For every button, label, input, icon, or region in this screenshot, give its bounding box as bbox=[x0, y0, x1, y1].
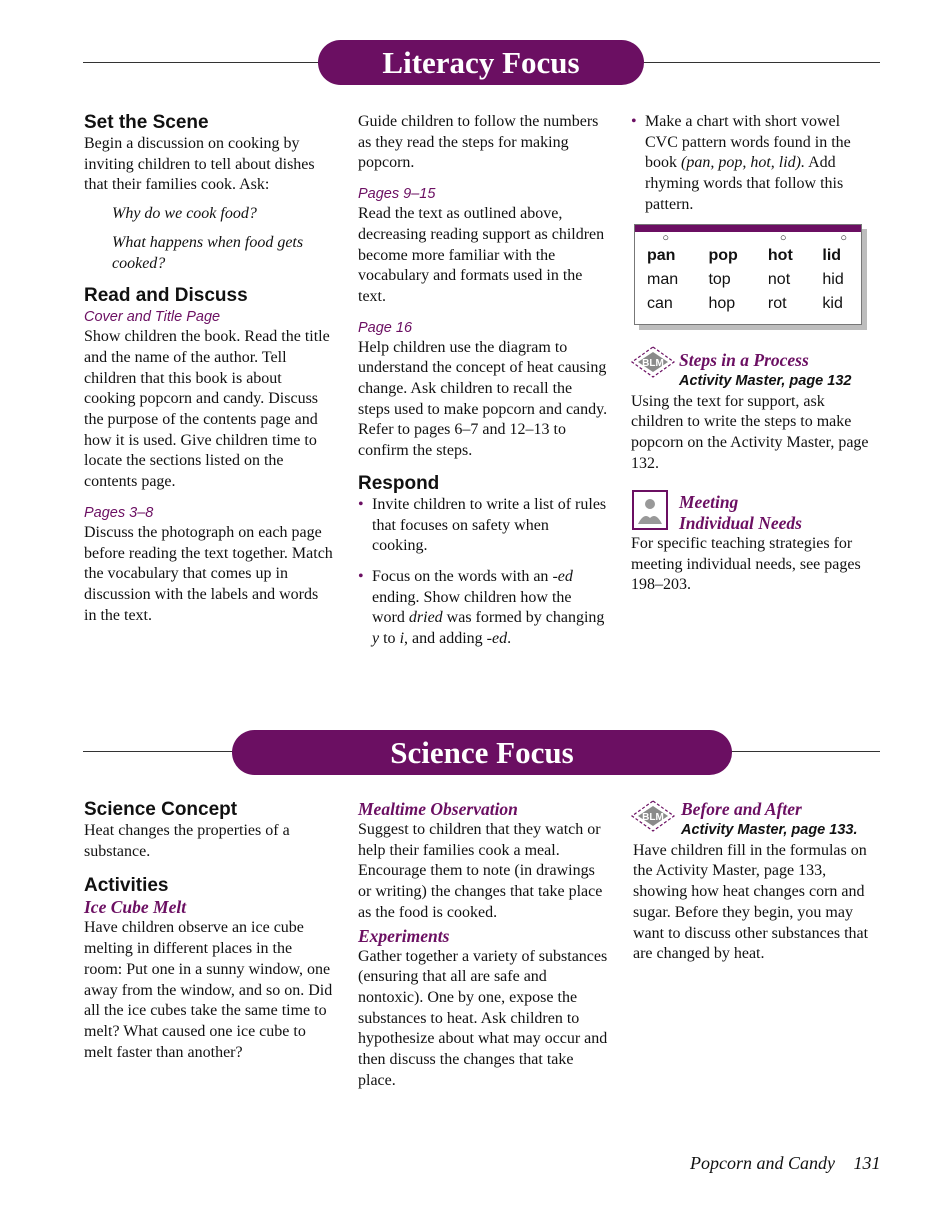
page-16-label: Page 16 bbox=[358, 319, 413, 336]
cvc-table bbox=[635, 232, 861, 316]
individual-needs-text: For specific teaching strategies for meeting individual needs, see pages 198–203. bbox=[631, 535, 861, 594]
steps-activity-master: Activity Master, page 132 bbox=[679, 373, 852, 389]
bullet2-text-e: , and adding bbox=[404, 630, 487, 648]
meeting-title: Meeting bbox=[679, 492, 739, 512]
mealtime-observation-title: Mealtime Observation bbox=[358, 799, 518, 819]
respond-bullet-1: • Invite children to write a list of rules that focuses on safety when cooking. bbox=[358, 495, 608, 557]
footer-book-title: Popcorn and Candy bbox=[690, 1153, 835, 1173]
science-column-1 bbox=[84, 799, 334, 1063]
steps-in-a-process-section bbox=[631, 350, 876, 475]
bullet2-text-b: ending. Show children how the word bbox=[372, 588, 572, 627]
page-16-text: Help children use the diagram to understand the concept of heat causing change. Ask children to recall the steps used to make popcorn and candy. Refer to pages 6–7 and 12–13 to confirm the steps. bbox=[358, 338, 608, 460]
cvc-row-2 bbox=[635, 268, 861, 292]
chart-bullet-text-a: Make a chart with short vowel CVC pattern words found in the book bbox=[645, 113, 851, 172]
science-concept-heading: Science Concept bbox=[84, 799, 238, 820]
question-2: What happens when food gets cooked? bbox=[112, 233, 304, 272]
steps-text: Using the text for support, ask children to write the steps to make popcorn on the Activity Master, page 132. bbox=[631, 392, 869, 472]
cvc-cell: man bbox=[647, 271, 679, 288]
science-column-2 bbox=[358, 799, 608, 1091]
mealtime-observation-text: Suggest to children that they watch or help their families cook a meal. Encourage them to note (in drawings or writing) the changes that take place as the food is cooked. bbox=[358, 821, 603, 921]
steps-in-a-process-title: Steps in a Process bbox=[679, 350, 809, 370]
footer-page-number: 131 bbox=[853, 1153, 881, 1173]
bullet2-i: i bbox=[399, 630, 405, 648]
cvc-row-1 bbox=[635, 244, 861, 268]
cvc-cell: lid bbox=[822, 247, 842, 264]
science-rule-left bbox=[83, 751, 238, 752]
read-and-discuss-heading: Read and Discuss bbox=[84, 285, 248, 307]
cvc-cell: not bbox=[767, 271, 791, 288]
cvc-cell: kid bbox=[822, 295, 843, 312]
individual-needs-title: Individual Needs bbox=[679, 513, 802, 533]
ice-cube-melt-text: Have children observe an ice cube melting in different places in the room: Put one in a sunny window, one away from the window, and so on. Did all the ice cubes take the same time to melt? What caused one ice cube to melt faster than another? bbox=[84, 919, 333, 1061]
bullet2-text-f: . bbox=[507, 630, 512, 648]
chart-bullet-words: (pan, pop, hot, lid). bbox=[681, 154, 805, 172]
page-footer bbox=[690, 1153, 880, 1174]
literacy-column-3 bbox=[631, 112, 876, 216]
before-and-after-title: Before and After bbox=[681, 799, 802, 819]
blm-badge-text: BLM bbox=[642, 358, 664, 369]
literacy-focus-banner: Literacy Focus bbox=[318, 40, 644, 85]
cvc-cell: pan bbox=[647, 247, 676, 264]
cvc-marker: ○ bbox=[840, 232, 847, 244]
cvc-cell: top bbox=[708, 271, 731, 288]
cvc-marker: ○ bbox=[662, 232, 670, 244]
science-focus-banner: Science Focus bbox=[232, 730, 732, 775]
cvc-cell: hop bbox=[708, 295, 736, 312]
experiments-title: Experiments bbox=[358, 925, 450, 946]
science-concept-text: Heat changes the properties of a substance. bbox=[84, 822, 290, 860]
science-rule-right bbox=[728, 751, 880, 752]
bullet2-y: y bbox=[372, 630, 380, 648]
blm-badge-text: BLM bbox=[642, 812, 664, 823]
literacy-rule-right bbox=[640, 62, 880, 63]
bullet2-ed-2: -ed bbox=[486, 630, 508, 648]
pages-3-8-text: Discuss the photograph on each page before reading the text together. Match the vocabulary that comes up in discussion with the labels and words in the text. bbox=[84, 523, 333, 624]
cvc-marker bbox=[696, 232, 755, 244]
cvc-cell: can bbox=[647, 295, 673, 312]
cvc-cell: pop bbox=[708, 247, 738, 264]
chart-bullet-text-b: Add rhyming words that follow this pattern. bbox=[645, 154, 844, 213]
before-after-activity-master: Activity Master, page 133. bbox=[681, 822, 858, 838]
cvc-marker-row bbox=[635, 232, 861, 244]
literacy-rule-left bbox=[83, 62, 323, 63]
chart-bullet-list bbox=[631, 112, 876, 216]
cvc-marker: ○ bbox=[779, 232, 787, 244]
set-the-scene-text: Begin a discussion on cooking by inviting children to tell about dishes that their families cook. Ask: bbox=[84, 135, 315, 194]
respond-list bbox=[358, 495, 608, 650]
guide-text: Guide children to follow the numbers as they read the steps for making popcorn. bbox=[358, 113, 599, 172]
activities-heading: Activities bbox=[84, 875, 169, 897]
cvc-row-3 bbox=[635, 292, 861, 316]
bullet2-text-d: to bbox=[379, 630, 400, 648]
set-the-scene-heading: Set the Scene bbox=[84, 112, 209, 133]
experiments-text: Gather together a variety of substances (ensuring that all are safe and nontoxic). One by one, expose the substances to heat. Ask children to hypothesize about what may occur and then discuss the changes that take place. bbox=[358, 947, 608, 1089]
bullet2-text-c: was formed by changing bbox=[442, 609, 605, 627]
question-1: Why do we cook food? bbox=[112, 205, 257, 223]
bullet2-text-a: Focus on the words with an bbox=[372, 567, 553, 585]
individual-needs-section bbox=[631, 492, 876, 596]
literacy-column-2 bbox=[358, 112, 608, 650]
chart-bullet bbox=[631, 112, 876, 216]
cover-title-page-text: Show children the book. Read the title and the name of the author. Tell children that this book is about cooking popcorn and candy. Discuss the purpose of the contents page and how it is used. Give children time to locate the sections listed on the contents page. bbox=[84, 328, 330, 491]
cvc-word-chart bbox=[634, 224, 862, 325]
literacy-column-1 bbox=[84, 112, 334, 626]
bullet2-ed: -ed bbox=[552, 567, 573, 585]
bullet2-dried: dried bbox=[408, 609, 443, 627]
pages-9-15-text: Read the text as outlined above, decreasing reading support as children become more familiar with the vocabulary and formats used in the text. bbox=[358, 205, 605, 305]
cvc-cell: hid bbox=[822, 271, 844, 288]
pages-3-8-label: Pages 3–8 bbox=[84, 504, 154, 521]
ice-cube-melt-title: Ice Cube Melt bbox=[84, 897, 187, 918]
cvc-cell: hot bbox=[767, 247, 793, 264]
before-and-after-section bbox=[633, 799, 878, 965]
cover-title-page-label: Cover and Title Page bbox=[84, 309, 221, 326]
respond-bullet-2 bbox=[358, 567, 608, 650]
respond-heading: Respond bbox=[358, 472, 440, 494]
cvc-chart-header-bar bbox=[635, 225, 861, 232]
before-after-text: Have children fill in the formulas on the Activity Master, page 133, showing how heat changes corn and sugar. Before they begin, you may want to discuss other substances that are changed by heat. bbox=[633, 841, 869, 963]
cvc-cell: rot bbox=[767, 295, 787, 312]
pages-9-15-label: Pages 9–15 bbox=[358, 186, 436, 203]
